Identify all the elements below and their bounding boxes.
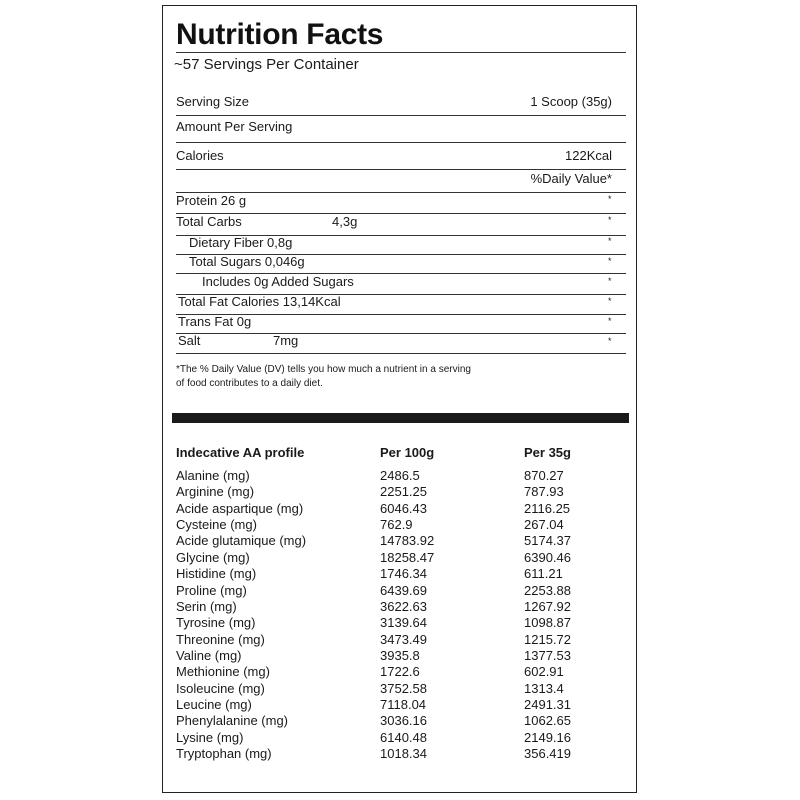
nutrient-dietary-fiber: Dietary Fiber 0,8g xyxy=(189,235,293,250)
table-row xyxy=(163,533,638,549)
aa-per35g: 611.21 xyxy=(524,566,563,582)
aa-per100g: 3752.58 xyxy=(380,680,427,696)
aa-per100g: 18258.47 xyxy=(380,549,435,565)
dv-marker: * xyxy=(608,276,612,286)
label-title: Nutrition Facts xyxy=(176,18,384,51)
aa-name: Alanine (mg) xyxy=(176,468,250,483)
aa-header-per35g: Per 35g xyxy=(524,445,571,460)
divider xyxy=(176,213,626,214)
aa-per35g: 2491.31 xyxy=(524,696,571,712)
divider xyxy=(176,169,626,170)
aa-name: Valine (mg) xyxy=(176,647,242,663)
table-row xyxy=(163,632,638,648)
aa-per35g: 787.93 xyxy=(524,484,564,500)
aa-per100g: 3935.8 xyxy=(380,647,420,663)
aa-per35g: 2253.88 xyxy=(524,582,571,598)
aa-header-per100g: Per 100g xyxy=(380,445,435,460)
table-row xyxy=(163,730,638,746)
aa-per35g: 5174.37 xyxy=(524,533,571,549)
serving-size-value: 1 Scoop (35g) xyxy=(530,94,612,109)
nutrient-total-carbs: Total Carbs xyxy=(176,214,242,229)
table-row xyxy=(163,615,638,631)
table-row xyxy=(163,517,638,533)
aa-per35g: 1062.65 xyxy=(524,713,571,729)
table-row xyxy=(163,681,638,697)
aa-name: Tyrosine (mg) xyxy=(176,615,256,631)
table-row xyxy=(163,468,638,484)
nutrient-protein: Protein 26 g xyxy=(176,193,247,208)
table-row xyxy=(163,484,638,500)
aa-name: Glycine (mg) xyxy=(176,549,250,565)
aa-header-name: Indecative AA profile xyxy=(176,445,305,460)
table-row xyxy=(163,746,638,762)
aa-name: Acide glutamique (mg) xyxy=(176,533,307,549)
aa-per100g: 2251.25 xyxy=(380,484,427,500)
aa-per100g: 14783.92 xyxy=(380,533,435,549)
aa-per100g: 3139.64 xyxy=(380,615,427,631)
aa-per35g: 267.04 xyxy=(524,517,564,533)
aa-per35g: 1098.87 xyxy=(524,615,571,631)
aa-per100g: 1018.34 xyxy=(380,746,427,761)
aa-per100g: 762.9 xyxy=(380,517,413,533)
aa-name: Cysteine (mg) xyxy=(176,517,257,533)
dv-marker: * xyxy=(608,256,612,266)
serving-size-label: Serving Size xyxy=(176,94,249,109)
nutrition-label xyxy=(162,5,637,793)
dv-marker: * xyxy=(608,236,612,246)
aa-name: Methionine (mg) xyxy=(176,664,270,680)
aa-name: Leucine (mg) xyxy=(176,696,252,712)
aa-per100g: 1746.34 xyxy=(380,566,427,582)
dv-marker: * xyxy=(608,215,612,225)
aa-name: Tryptophan (mg) xyxy=(176,746,272,761)
aa-name: Lysine (mg) xyxy=(176,729,244,745)
aa-name: Acide aspartique (mg) xyxy=(176,500,304,516)
footnote-line-2: of food contributes to a daily diet. xyxy=(176,378,323,389)
aa-name: Arginine (mg) xyxy=(176,484,255,500)
aa-per100g: 3622.63 xyxy=(380,598,427,614)
table-row xyxy=(163,501,638,517)
aa-per35g: 2149.16 xyxy=(524,729,571,745)
aa-name: Serin (mg) xyxy=(176,598,237,614)
salt-amount: 7mg xyxy=(273,333,299,348)
servings-per-container: ~57 Servings Per Container xyxy=(174,56,359,73)
nutrient-added-sugars: Includes 0g Added Sugars xyxy=(202,274,354,289)
aa-per100g: 3473.49 xyxy=(380,631,427,647)
table-row xyxy=(163,599,638,615)
daily-value-header: %Daily Value* xyxy=(530,171,612,186)
nutrient-total-fat: Total Fat Calories 13,14Kcal xyxy=(178,294,341,309)
nutrient-salt: Salt xyxy=(178,333,201,348)
amount-per-serving: Amount Per Serving xyxy=(176,119,293,134)
dv-marker: * xyxy=(608,194,612,204)
aa-per35g: 1377.53 xyxy=(524,647,571,663)
aa-per35g: 1267.92 xyxy=(524,598,571,614)
aa-per100g: 2486.5 xyxy=(380,468,420,483)
aa-name: Histidine (mg) xyxy=(176,566,257,582)
total-carbs-amount: 4,3g xyxy=(332,214,358,229)
dv-marker: * xyxy=(608,336,612,346)
aa-per35g: 1215.72 xyxy=(524,631,571,647)
aa-name: Isoleucine (mg) xyxy=(176,680,265,696)
aa-per100g: 6046.43 xyxy=(380,500,427,516)
calories-label: Calories xyxy=(176,148,224,163)
table-row xyxy=(163,648,638,664)
thick-divider-bar xyxy=(172,413,629,423)
aa-name: Proline (mg) xyxy=(176,582,247,598)
aa-per100g: 1722.6 xyxy=(380,664,420,680)
aa-name: Threonine (mg) xyxy=(176,631,265,647)
table-row xyxy=(163,583,638,599)
divider xyxy=(176,353,626,354)
aa-per35g: 2116.25 xyxy=(524,500,571,516)
aa-per35g: 1313.4 xyxy=(524,680,564,696)
table-row xyxy=(163,713,638,729)
aa-per35g: 870.27 xyxy=(524,468,564,483)
divider xyxy=(176,142,626,143)
aa-per35g: 356.419 xyxy=(524,746,571,761)
aa-per100g: 7118.04 xyxy=(380,696,427,712)
aa-per35g: 6390.46 xyxy=(524,549,571,565)
aa-per100g: 6439.69 xyxy=(380,582,427,598)
aa-per100g: 3036.16 xyxy=(380,713,427,729)
calories-value: 122Kcal xyxy=(565,148,612,163)
divider xyxy=(176,333,626,334)
aa-name: Phenylalanine (mg) xyxy=(176,713,289,729)
footnote-line-1: *The % Daily Value (DV) tells you how much a nutrient in a serving xyxy=(176,364,471,375)
divider xyxy=(176,115,626,116)
aa-per100g: 6140.48 xyxy=(380,729,427,745)
table-row xyxy=(163,664,638,680)
aa-header-row xyxy=(163,445,638,461)
table-row xyxy=(163,566,638,582)
dv-marker: * xyxy=(608,296,612,306)
dv-marker: * xyxy=(608,316,612,326)
title-divider xyxy=(176,52,626,53)
table-row xyxy=(163,550,638,566)
aa-per35g: 602.91 xyxy=(524,664,564,680)
nutrient-total-sugars: Total Sugars 0,046g xyxy=(189,254,305,269)
table-row xyxy=(163,697,638,713)
nutrient-trans-fat: Trans Fat 0g xyxy=(178,314,252,329)
